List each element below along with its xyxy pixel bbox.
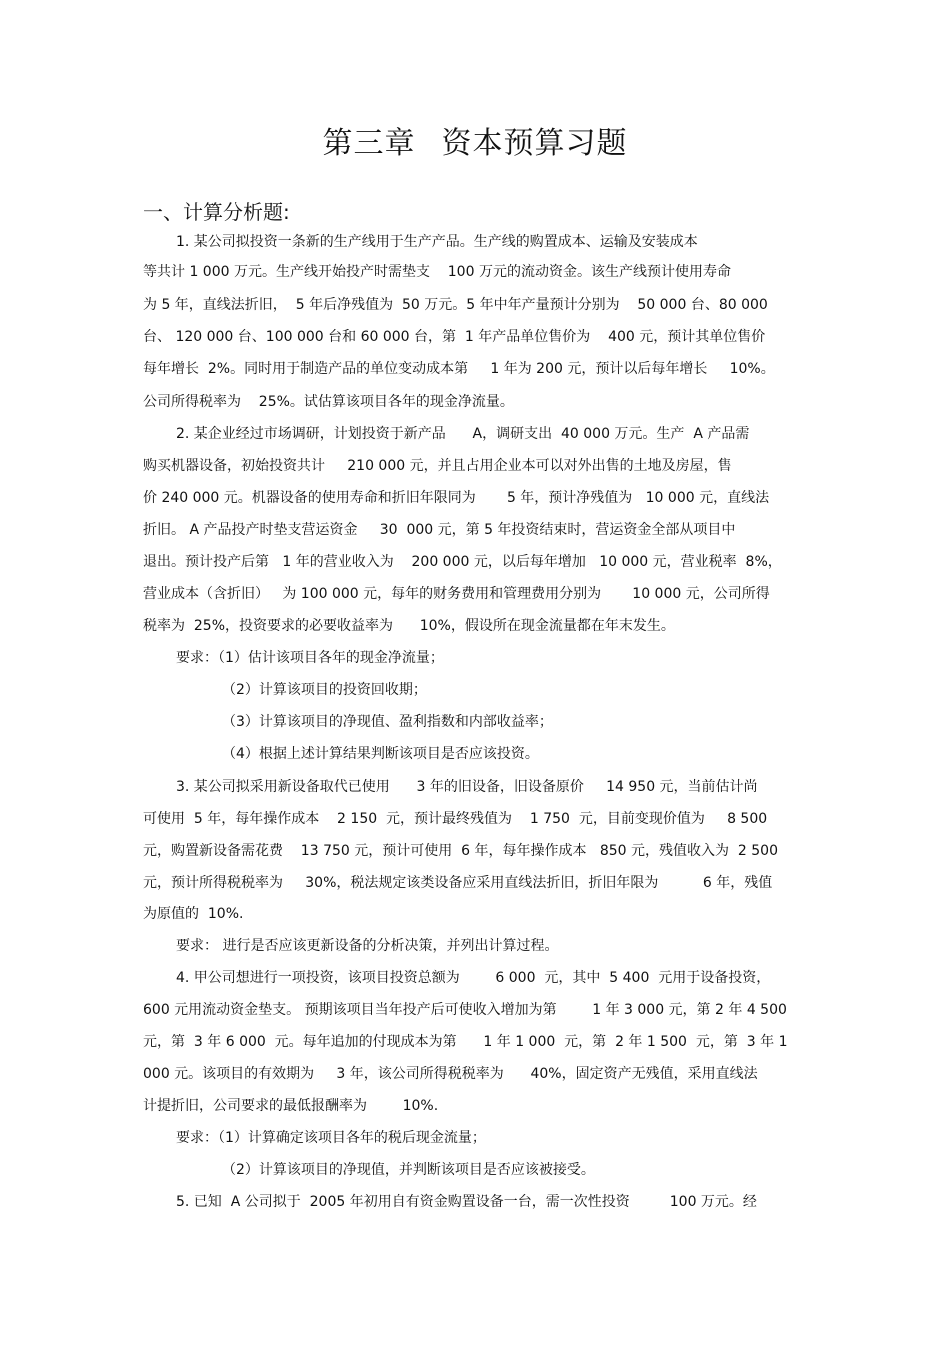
text-line: 折旧。 A 产品投产时垫支营运资金 30 000 元，第 5 年投资结束时，营运资金全部从项目中 (143, 522, 736, 538)
text-line: 台、 120 000 台、100 000 台和 60 000 台，第 1 年产品单位售价为 400 元，预计其单位售价 (143, 329, 766, 345)
text-line: 元，购置新设备需花费 13 750 元，预计可使用 6 年，每年操作成本 850 元，残值收入为 2 500 (143, 843, 778, 859)
text-line: 计提折旧，公司要求的最低报酬率为 10%. (143, 1098, 439, 1114)
text-line: 要求：（1）估计该项目各年的现金净流量； (176, 650, 444, 666)
text-line: （2）计算该项目的净现值，并判断该项目是否应该被接受。 (222, 1162, 595, 1178)
text-line: 公司所得税率为 25%。试估算该项目各年的现金净流量。 (143, 394, 514, 410)
text-line: 5. 已知 A 公司拟于 2005 年初用自有资金购置设备一台，需一次性投资 100 万元。经 (176, 1194, 757, 1210)
text-line: 为原值的 10%. (143, 906, 244, 922)
text-line: 价 240 000 元。机器设备的使用寿命和折旧年限同为 5 年，预计净残值为 10 000 元，直线法 (143, 490, 770, 506)
text-line: 000 元。该项目的有效期为 3 年，该公司所得税税率为 40%，固定资产无残值，采用直线法 (143, 1066, 758, 1082)
title-chapter: 第三章 (322, 126, 416, 161)
section-heading: 一、计算分析题: (143, 200, 290, 224)
text-line: （3）计算该项目的净现值、盈利指数和内部收益率； (222, 714, 553, 730)
page-title (0, 118, 950, 162)
text-line: 元，预计所得税税率为 30%，税法规定该类设备应采用直线法折旧，折旧年限为 6 年，残值 (143, 875, 773, 891)
text-line: 为 5 年，直线法折旧， 5 年后净残值为 50 万元。5 年中年产量预计分别为 50 000 台、80 000 (143, 297, 768, 313)
title-text: 资本预算习题 (441, 126, 628, 161)
text-line: 要求：（1）计算确定该项目各年的税后现金流量； (176, 1130, 486, 1146)
text-line: （2）计算该项目的投资回收期； (222, 682, 427, 698)
text-line: 营业成本（含折旧） 为 100 000 元，每年的财务费用和管理费用分别为 10 000 元，公司所得 (143, 586, 770, 602)
text-line: 税率为 25%，投资要求的必要收益率为 10%，假设所在现金流量都在年末发生。 (143, 618, 675, 634)
text-line: 等共计 1 000 万元。生产线开始投产时需垫支 100 万元的流动资金。该生产线预计使用寿命 (143, 264, 731, 280)
text-line: 购买机器设备，初始投资共计 210 000 元，并且占用企业本可以对外出售的土地及房屋，售 (143, 458, 732, 474)
text-line: （4）根据上述计算结果判断该项目是否应该投资。 (222, 746, 539, 762)
text-line: 1. 某公司拟投资一条新的生产线用于生产产品。生产线的购置成本、运输及安装成本 (176, 234, 698, 250)
text-line: 元，第 3 年 6 000 元。每年追加的付现成本为第 1 年 1 000 元，第 2 年 1 500 元，第 3 年 1 (143, 1034, 788, 1050)
text-line: 退出。预计投产后第 1 年的营业收入为 200 000 元，以后每年增加 10 000 元，营业税率 8%， (143, 554, 782, 570)
text-line: 3. 某公司拟采用新设备取代已使用 3 年的旧设备，旧设备原价 14 950 元，当前估计尚 (176, 779, 758, 795)
text-line: 可使用 5 年，每年操作成本 2 150 元，预计最终残值为 1 750 元，目前变现价值为 8 500 (143, 811, 768, 827)
text-line: 4. 甲公司想进行一项投资，该项目投资总额为 6 000 元，其中 5 400 元用于设备投资， (176, 970, 771, 986)
text-line: 每年增长 2%。同时用于制造产品的单位变动成本第 1 年为 200 元，预计以后每年增长 10%。 (143, 361, 775, 377)
text-line: 要求： 进行是否应该更新设备的分析决策，并列出计算过程。 (176, 938, 559, 954)
text-line: 600 元用流动资金垫支。 预期该项目当年投产后可使收入增加为第 1 年 3 000 元，第 2 年 4 500 (143, 1002, 787, 1018)
text-line: 2. 某企业经过市场调研，计划投资于新产品 A，调研支出 40 000 万元。生产 A 产品需 (176, 426, 750, 442)
